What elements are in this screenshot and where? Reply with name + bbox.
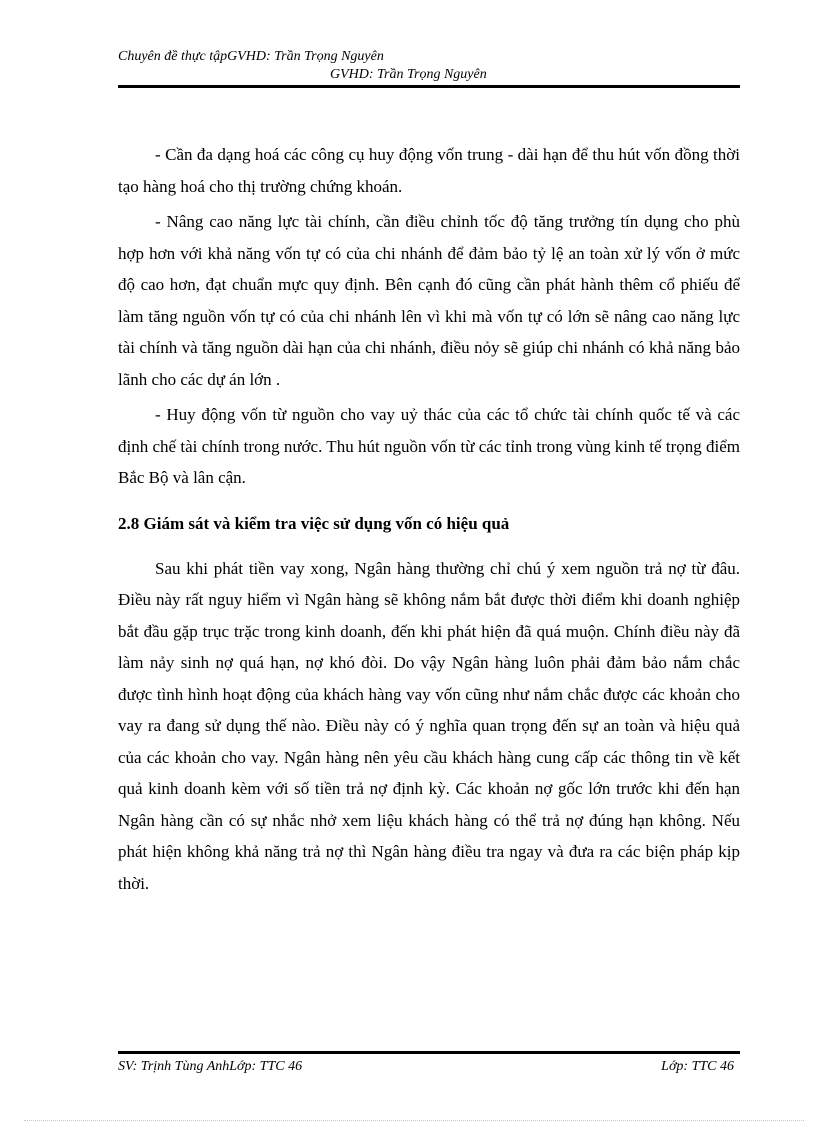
paragraph-diversify-instruments: - Cần đa dạng hoá các công cụ huy động vốn trung - dài hạn để thu hút vốn đồng thời tạo hàng hoá cho thị trường chứng khoán. [118,145,740,196]
footer-divider [118,1051,740,1054]
page-header [118,48,740,84]
header-divider [118,85,740,88]
header-line-1: Chuyên đề thực tậpGVHD: Trần Trọng Nguyên [118,49,384,64]
paragraph-financial-capacity: - Nâng cao năng lực tài chính, cần điều chỉnh tốc độ tăng trưởng tín dụng cho phù hợp hơn với khả năng vốn tự có của chi nhánh để đảm bảo tỷ lệ an toàn xử lý vốn ở mức độ cao hơn, đạt chuẩn mực quy định. Bên cạnh đó cũng cần phát hành thêm cổ phiếu để làm tăng nguồn vốn tự có của chi nhánh lên vì khi mà vốn tự có lớn sẽ nâng cao năng lực tài chính và tăng nguồn dài hạn của chi nhánh, điều nỏy sẽ giúp chi nhánh có khả năng bảo lãnh cho các dự án lớn . [118,212,740,389]
page-bottom-border [24,1120,804,1121]
section-heading: 2.8 Giám sát và kiểm tra việc sử dụng vốn có hiệu quả [118,513,510,533]
header-line-2: GVHD: Trần Trọng Nguyên [330,67,487,82]
footer-student: SV: Trịnh Tùng AnhLớp: TTC 46 [118,1059,303,1074]
paragraph-loan-monitoring: Sau khi phát tiền vay xong, Ngân hàng thường chỉ chú ý xem nguồn trả nợ từ đâu. Điều này rất nguy hiểm vì Ngân hàng sẽ không nắm bắt được thời điểm khi doanh nghiệp bắt đầu gặp trục trặc trong kinh doanh, đến khi phát hiện đã quá muộn. Chính điều này đã làm nảy sinh nợ quá hạn, nợ khó đòi. Do vậy Ngân hàng luôn phải đảm bảo nắm chắc được tình hình hoạt động của khách hàng vay vốn cũng như nắm chắc được các khoản cho vay ra đang sử dụng thế nào. Điều này có ý nghĩa quan trọng đến sự an toàn và hiệu quả của các khoản cho vay. Ngân hàng nên yêu cầu khách hàng cung cấp các thông tin về kết quả kinh doanh kèm với số tiền trả nợ định kỳ. Các khoản nợ gốc lớn trước khi đến hạn Ngân hàng cần có sự nhắc nhở xem liệu khách hàng có thể trả nợ đúng hạn không. Nếu phát hiện không khả năng trả nợ thì Ngân hàng điều tra ngay và đưa ra các biện pháp kịp thời. [118,558,740,893]
footer-class: Lớp: TTC 46 [661,1059,734,1074]
document-body [118,139,740,903]
paragraph-entrusted-lending: - Huy động vốn từ nguồn cho vay uỷ thác của các tổ chức tài chính quốc tế và các định chế tài chính trong nước. Thu hút nguồn vốn từ các tỉnh trong vùng kinh tế trọng điểm Bắc Bộ và lân cận. [118,405,740,487]
